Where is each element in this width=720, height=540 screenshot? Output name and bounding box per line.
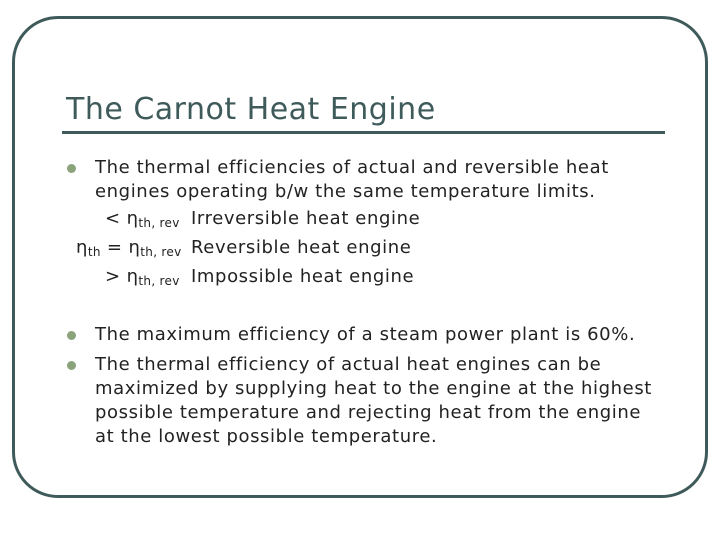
case-irreversible-symbol: η	[126, 208, 139, 229]
case-impossible-label: Impossible heat engine	[191, 266, 415, 287]
case-impossible-sub: th, rev	[138, 274, 180, 288]
bullet-1-text: The thermal efficiencies of actual and reversible heat engines operating b/w the same temperature limits.	[95, 157, 609, 202]
bullet-3-text: The thermal efficiency of actual heat engines can be maximized by supplying heat to the engine at the highest possible temperature and rejecting heat from the engine at the lowest possible temperature.	[95, 354, 652, 447]
title-divider	[62, 131, 665, 134]
bullet-3-dot	[67, 361, 76, 370]
relation-lhs-sub: th	[87, 245, 101, 259]
relation-case-irreversible	[105, 208, 180, 230]
relation-case-reversible	[76, 237, 181, 259]
case-reversible-op: =	[106, 237, 123, 258]
case-reversible-label: Reversible heat engine	[191, 237, 412, 258]
case-irreversible-op: <	[105, 208, 121, 229]
case-irreversible-sub: th, rev	[138, 216, 180, 230]
case-reversible-sub: th, rev	[140, 245, 182, 259]
relation-lhs-symbol: η	[76, 237, 88, 258]
relation-case-impossible	[105, 266, 180, 288]
case-impossible-symbol: η	[126, 266, 139, 287]
case-irreversible-label: Irreversible heat engine	[191, 208, 421, 229]
case-impossible-op: >	[105, 266, 121, 287]
case-reversible-symbol: η	[128, 237, 141, 258]
bullet-2-text: The maximum efficiency of a steam power plant is 60%.	[95, 324, 636, 345]
slide-title: The Carnot Heat Engine	[66, 92, 436, 127]
bullet-1-dot	[67, 164, 76, 173]
bullet-2-dot	[67, 331, 76, 340]
